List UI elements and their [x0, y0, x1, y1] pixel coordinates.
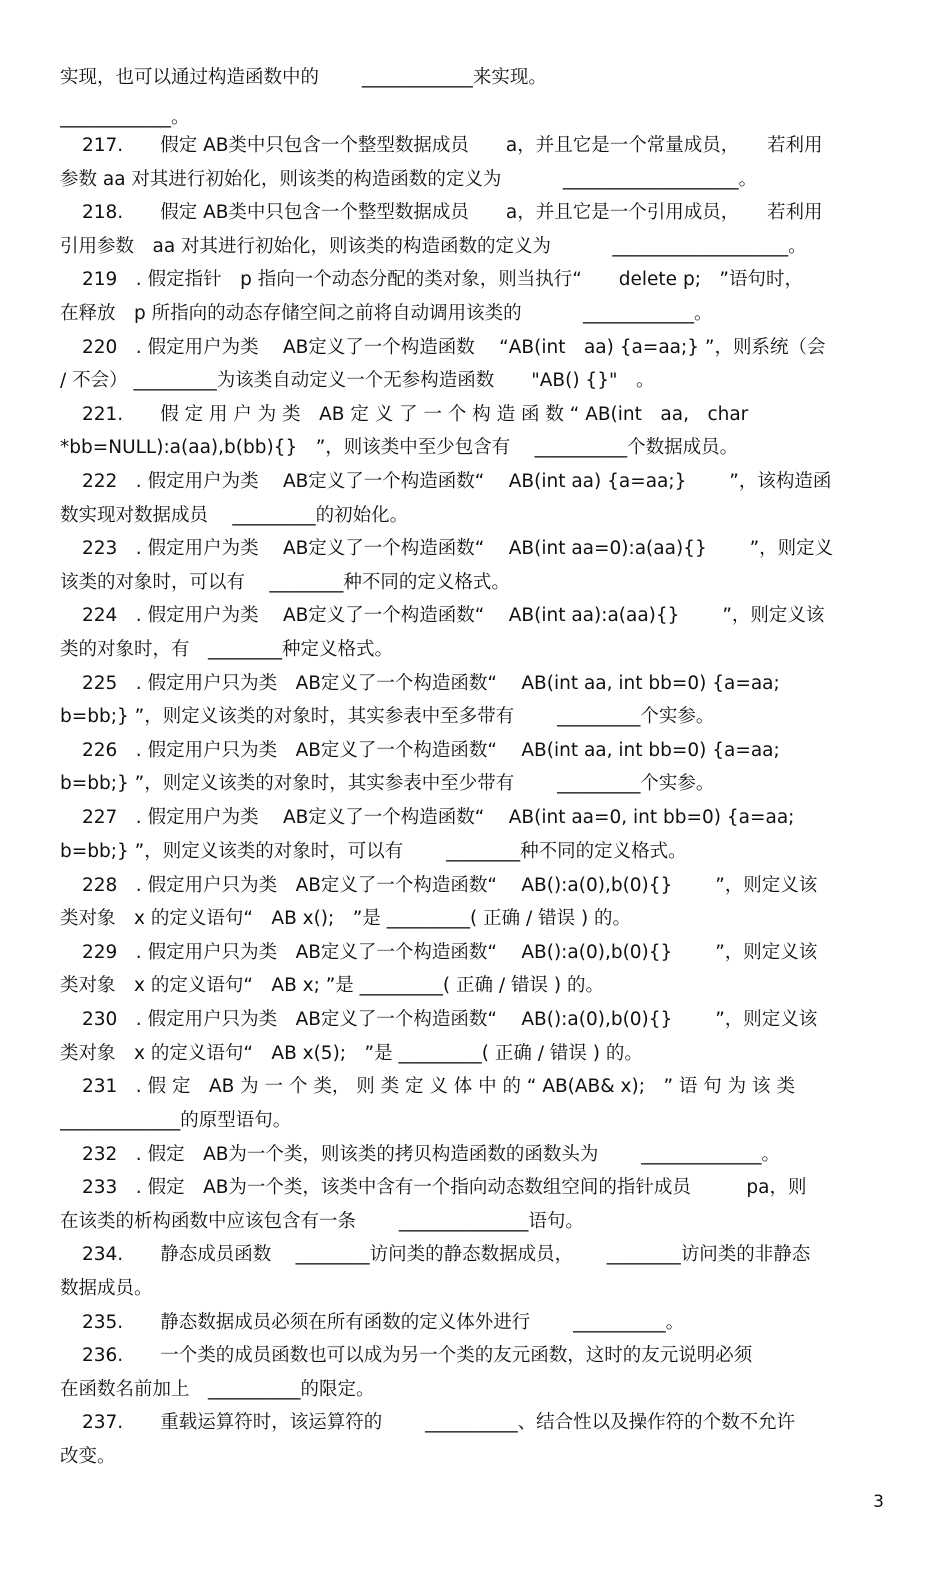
page-number: 3 [873, 1492, 884, 1512]
question-228-line-1: 228 . 假定用户只为类 AB定义了一个构造函数“ AB():a(0),b(0){} ”，则定义该 [82, 875, 818, 896]
text-line: ____________。 [60, 107, 190, 128]
question-224-line-2: 类的对象时，有 ________种定义格式。 [60, 639, 394, 660]
question-233-line-1: 233 . 假定 AB为一个类，该类中含有一个指向动态数组空间的指针成员 pa，则 [82, 1177, 807, 1198]
question-221-line-2: *bb=NULL):a(aa),b(bb){} ”，则该类中至少包含有 __________个数据成员。 [60, 437, 739, 458]
question-217-line-2: 参数 aa 对其进行初始化，则该类的构造函数的定义为 ___________________。 [60, 169, 758, 190]
question-235-line-1: 235. 静态数据成员必须在所有函数的定义体外进行 __________。 [82, 1312, 685, 1333]
question-232-line-1: 232 . 假定 AB为一个类，则该类的拷贝构造函数的函数头为 _____________。 [82, 1144, 781, 1165]
question-222-line-1: 222 . 假定用户为类 AB定义了一个构造函数“ AB(int aa) {a=aa;} ”，该构造函 [82, 471, 832, 492]
question-223-line-2: 该类的对象时，可以有 ________种不同的定义格式。 [60, 572, 510, 593]
question-226-line-1: 226 . 假定用户只为类 AB定义了一个构造函数“ AB(int aa, int bb=0) {a=aa; [82, 740, 780, 761]
text-line: 实现，也可以通过构造函数中的 ____________来实现。 [60, 67, 547, 88]
question-220-line-2: / 不会） _________为该类自动定义一个无参构造函数 "AB() {}" 。 [60, 370, 655, 391]
question-229-line-2: 类对象 x 的定义语句“ AB x; ”是 _________( 正确 / 错误 ) 的。 [60, 975, 604, 996]
question-222-line-2: 数实现对数据成员 _________的初始化。 [60, 505, 409, 526]
question-233-line-2: 在该类的析构函数中应该包含有一条 ______________语句。 [60, 1211, 584, 1232]
question-228-line-2: 类对象 x 的定义语句“ AB x(); ”是 _________( 正确 / 错误 ) 的。 [60, 908, 632, 929]
question-218-line-2: 引用参数 aa 对其进行初始化，则该类的构造函数的定义为 ___________________。 [60, 236, 807, 257]
question-219-line-1: 219 . 假定指针 p 指向一个动态分配的类对象，则当执行“ delete p; ”语句时， [82, 269, 804, 290]
question-231-line-1: 231 . 假 定 AB 为 一 个 类， 则 类 定 义 体 中 的 “ AB(AB& x); ” 语 句 为 该 类 [82, 1076, 795, 1097]
question-230-line-1: 230 . 假定用户只为类 AB定义了一个构造函数“ AB():a(0),b(0){} ”，则定义该 [82, 1009, 818, 1030]
question-236-line-2: 在函数名前加上 __________的限定。 [60, 1379, 375, 1400]
question-219-line-2: 在释放 p 所指向的动态存储空间之前将自动调用该类的 ____________。 [60, 303, 713, 324]
question-237-line-2: 改变。 [60, 1446, 116, 1467]
question-218-line-1: 218. 假定 AB类中只包含一个整型数据成员 a，并且它是一个引用成员， 若利用 [82, 202, 823, 223]
question-230-line-2: 类对象 x 的定义语句“ AB x(5); ”是 _________( 正确 / 错误 ) 的。 [60, 1043, 643, 1064]
question-234-line-1: 234. 静态成员函数 ________访问类的静态数据成员， ________访问类的非静态 [82, 1244, 811, 1265]
question-237-line-1: 237. 重载运算符时，该运算符的 __________、结合性以及操作符的个数不允许 [82, 1412, 796, 1433]
question-227-line-2: b=bb;} ”，则定义该类的对象时，可以有 ________种不同的定义格式。 [60, 841, 687, 862]
question-234-line-2: 数据成员。 [60, 1278, 153, 1299]
question-220-line-1: 220 . 假定用户为类 AB定义了一个构造函数 “AB(int aa) {a=aa;} ”，则系统（会 [82, 337, 826, 358]
question-226-line-2: b=bb;} ”，则定义该类的对象时，其实参表中至少带有 _________个实参。 [60, 773, 715, 794]
question-221-line-1: 221. 假 定 用 户 为 类 AB 定 义 了 一 个 构 造 函 数 “ AB(int aa, char [82, 404, 749, 425]
question-227-line-1: 227 . 假定用户为类 AB定义了一个构造函数“ AB(int aa=0, int bb=0) {a=aa; [82, 807, 795, 828]
question-236-line-1: 236. 一个类的成员函数也可以成为另一个类的友元函数，这时的友元说明必须 [82, 1345, 753, 1366]
question-217-line-1: 217. 假定 AB类中只包含一个整型数据成员 a，并且它是一个常量成员， 若利用 [82, 135, 823, 156]
question-224-line-1: 224 . 假定用户为类 AB定义了一个构造函数“ AB(int aa):a(aa){} ”，则定义该 [82, 605, 825, 626]
question-223-line-1: 223 . 假定用户为类 AB定义了一个构造函数“ AB(int aa=0):a(aa){} ”，则定义 [82, 538, 834, 559]
question-225-line-2: b=bb;} ”，则定义该类的对象时，其实参表中至多带有 _________个实参。 [60, 706, 715, 727]
question-231-line-2: _____________的原型语句。 [60, 1110, 292, 1131]
question-229-line-1: 229 . 假定用户只为类 AB定义了一个构造函数“ AB():a(0),b(0){} ”，则定义该 [82, 942, 818, 963]
question-225-line-1: 225 . 假定用户只为类 AB定义了一个构造函数“ AB(int aa, int bb=0) {a=aa; [82, 673, 780, 694]
